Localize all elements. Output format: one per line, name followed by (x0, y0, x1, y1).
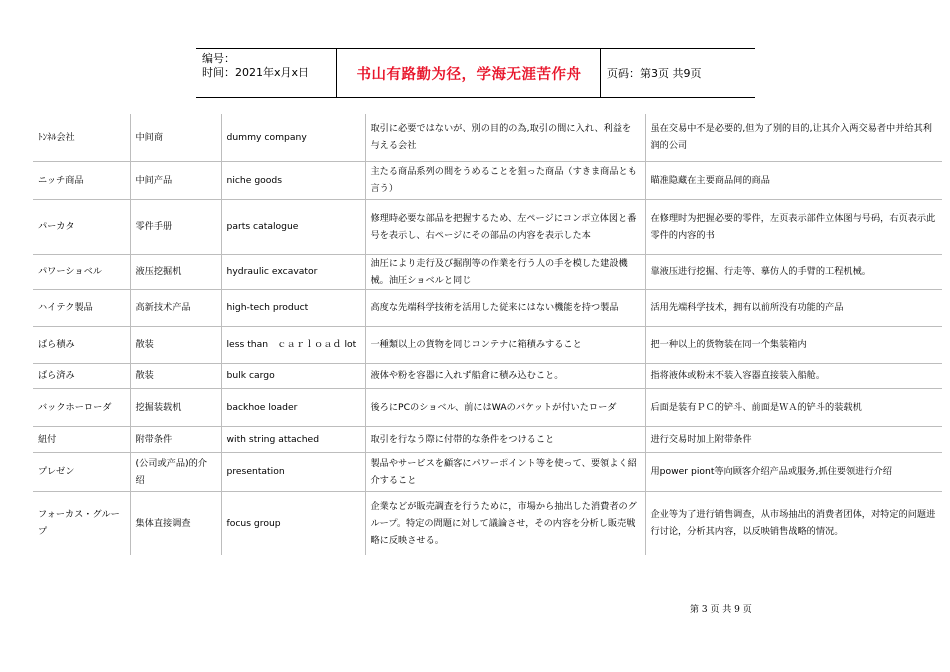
glossary-table (33, 114, 942, 555)
japanese-description: 主たる商品系列の間をうめることを狙った商品（すきま商品とも言う） (365, 161, 645, 199)
time-label: 时间：2021年x月x日 (202, 66, 310, 79)
english-term: backhoe loader (221, 388, 365, 426)
chinese-description: 用power piont等向顾客介绍产品或服务,抓住要领进行介绍 (645, 452, 942, 491)
english-term: dummy company (221, 114, 365, 161)
chinese-description: 靠液压进行挖掘、行走等、摹仿人的手臂的工程机械。 (645, 254, 942, 289)
japanese-description: 油圧により走行及び掘削等の作業を行う人の手を模した建設機械。油圧ショベルと同じ (365, 254, 645, 289)
japanese-description: 取引に必要ではないが、別の目的の為,取引の間に入れ、利益を与える会社 (365, 114, 645, 161)
number-label: 编号： (202, 52, 235, 65)
japanese-term: 紐付 (33, 426, 130, 452)
motto: 书山有路勤为径，学海无涯苦作舟 (338, 49, 601, 97)
chinese-description: 进行交易时加上附带条件 (645, 426, 942, 452)
japanese-term: ばら済み (33, 363, 130, 388)
english-term: high-tech product (221, 289, 365, 326)
chinese-description: 企业等为了进行销售调查，从市场抽出的消费者团体，对特定的问题进行讨论，分析其内容，以反映销售战略的情况。 (645, 491, 942, 555)
english-term: hydraulic excavator (221, 254, 365, 289)
japanese-description: 修理時必要な部品を把握するため、左ページにコンポ立体図と番号を表示し、右ページにその部品の内容を表示した本 (365, 199, 645, 254)
english-term: less than ｃａｒｌｏａｄ lot (221, 326, 365, 363)
japanese-term: ニッチ商品 (33, 161, 130, 199)
page-footer: 第 3 页 共 9 页 (690, 605, 752, 615)
table-row (33, 388, 942, 426)
english-term: presentation (221, 452, 365, 491)
chinese-term: 散装 (130, 363, 221, 388)
english-term: bulk cargo (221, 363, 365, 388)
table-row (33, 254, 942, 289)
chinese-description: 瞄准隐藏在主要商品间的商品 (645, 161, 942, 199)
english-term: with string attached (221, 426, 365, 452)
japanese-term: パーカタ (33, 199, 130, 254)
page-label: 页码：第3页 共9页 (607, 67, 702, 80)
chinese-term: 挖掘装载机 (130, 388, 221, 426)
table-row (33, 161, 942, 199)
chinese-term: 零件手册 (130, 199, 221, 254)
header-meta (196, 49, 337, 97)
japanese-term: パワーショベル (33, 254, 130, 289)
chinese-description: 在修理时为把握必要的零件，左页表示部件立体图与号码，右页表示此零件的内容的书 (645, 199, 942, 254)
japanese-description: 液体や粉を容器に入れず船倉に積み込むこと。 (365, 363, 645, 388)
table-row (33, 114, 942, 161)
chinese-term: 高新技术产品 (130, 289, 221, 326)
chinese-description: 把一种以上的货物装在同一个集装箱内 (645, 326, 942, 363)
japanese-description: 企業などが販売調査を行うために，市場から抽出した消費者のグループ。特定の問題に対して議論させ，その内容を分析し販売戦略に反映させる。 (365, 491, 645, 555)
chinese-term: 中间产品 (130, 161, 221, 199)
english-term: focus group (221, 491, 365, 555)
chinese-description: 指将液体或粉末不装入容器直接装入船舱。 (645, 363, 942, 388)
chinese-description: 虽在交易中不是必要的,但为了别的目的,让其介入两交易者中并给其利润的公司 (645, 114, 942, 161)
chinese-term: (公司或产品)的介绍 (130, 452, 221, 491)
english-term: niche goods (221, 161, 365, 199)
japanese-description: 製品やサービスを顧客にパワーポイント等を使って、要領よく紹介すること (365, 452, 645, 491)
chinese-term: 附带条件 (130, 426, 221, 452)
table-row (33, 426, 942, 452)
table-row (33, 199, 942, 254)
table-row (33, 363, 942, 388)
table-row (33, 452, 942, 491)
japanese-term: フォーカス・グループ (33, 491, 130, 555)
page-header (196, 48, 755, 98)
japanese-description: 取引を行なう際に付帯的な条件をつけること (365, 426, 645, 452)
english-term: parts catalogue (221, 199, 365, 254)
table-row (33, 491, 942, 555)
chinese-term: 液压挖掘机 (130, 254, 221, 289)
japanese-term: プレゼン (33, 452, 130, 491)
chinese-term: 散装 (130, 326, 221, 363)
japanese-term: ばら積み (33, 326, 130, 363)
japanese-description: 高度な先端科学技術を活用した従来にはない機能を持つ製品 (365, 289, 645, 326)
chinese-description: 后面是装有ＰＣ的铲斗、前面是ＷＡ的铲斗的装载机 (645, 388, 942, 426)
chinese-term: 中间商 (130, 114, 221, 161)
japanese-term: バックホーローダ (33, 388, 130, 426)
japanese-description: 後ろにPCのショベル、前にはWAのバケットが付いたローダ (365, 388, 645, 426)
japanese-term: ﾄﾝﾈﾙ会社 (33, 114, 130, 161)
chinese-term: 集体直接调查 (130, 491, 221, 555)
table-row (33, 289, 942, 326)
japanese-term: ハイテク製品 (33, 289, 130, 326)
chinese-description: 活用先端科学技术，拥有以前所没有功能的产品 (645, 289, 942, 326)
japanese-description: 一種類以上の貨物を同じコンテナに箱積みすること (365, 326, 645, 363)
table-row (33, 326, 942, 363)
